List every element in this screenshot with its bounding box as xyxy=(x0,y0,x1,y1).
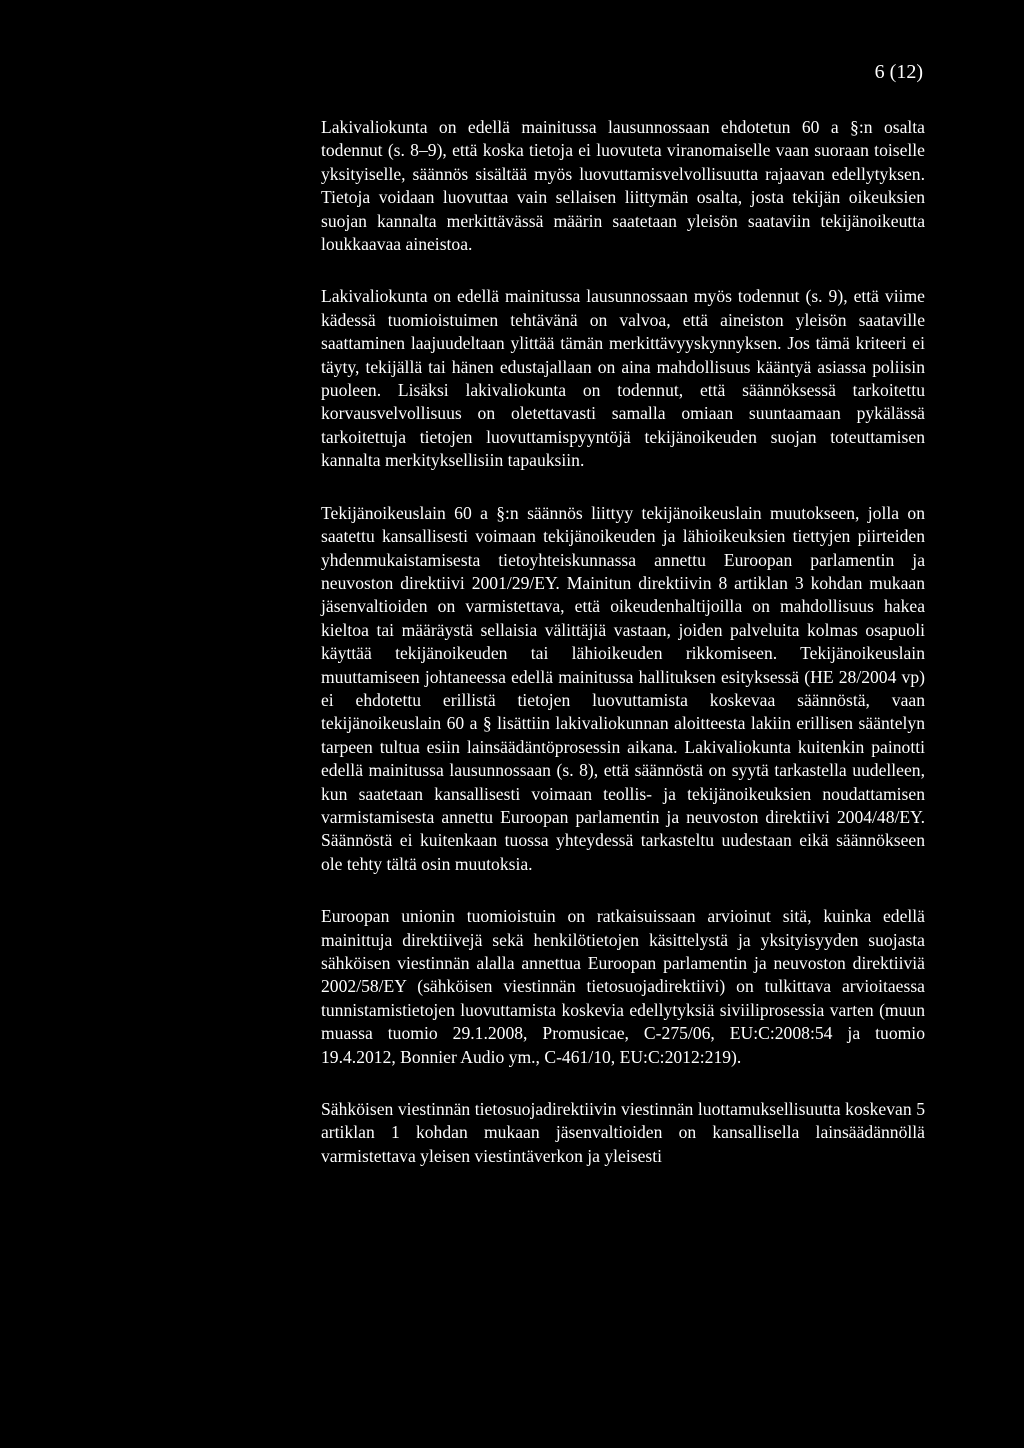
paragraph-2: Lakivaliokunta on edellä mainitussa lausunnossaan myös todennut (s. 9), että viime kädessä tuomioistuimen tehtävänä on valvoa, että aineiston yleisön saataville saattaminen laajuudeltaan ylittää tämän merkittävyyskynnyksen. Jos tämä kriteeri ei täyty, tekijällä tai hänen edustajallaan on aina mahdollisuus kääntyä asiassa poliisin puoleen. Lisäksi lakivaliokunta on todennut, että säännöksessä tarkoitettu korvausvelvollisuus on oletettavasti samalla omiaan suuntaamaan pykälässä tarkoitettuja tietojen luovuttamispyyntöjä tekijänoikeuden suojan toteuttamisen kannalta merkityksellisiin tapauksiin. xyxy=(321,286,925,471)
paragraph-1: Lakivaliokunta on edellä mainitussa lausunnossaan ehdotetun 60 a §:n osalta todennut (s. 8–9), että koska tietoja ei luovuteta viranomaiselle vaan suoraan toiselle yksityiselle, säännös sisältää myös luovuttamisvelvollisuutta rajaavan edellytyksen. Tietoja voidaan luovuttaa vain sellaisen liittymän osalta, josta tekijän oikeuksien suojan kannalta merkittävässä määrin saatetaan yleisön saataviin tekijänoikeutta loukkaavaa aineistoa. xyxy=(321,117,925,255)
page-number: 6 (12) xyxy=(874,61,923,83)
paragraph-3: Tekijänoikeuslain 60 a §:n säännös liittyy tekijänoikeuslain muutokseen, jolla on saatettu kansallisesti voimaan tekijänoikeuden ja lähioikeuksien tiettyjen piirteiden yhdenmukaistamisesta tietoyhteiskunnassa annettu Euroopan parlamentin ja neuvoston direktiivi 2001/29/EY. Mainitun direktiivin 8 artiklan 3 kohdan mukaan jäsenvaltioiden on varmistettava, että oikeudenhaltijoilla on mahdollisuus hakea kieltoa tai määräystä sellaisia välittäjiä vastaan, joiden palveluita kolmas osapuoli käyttää tekijänoikeuden tai lähioikeuden rikkomiseen. Tekijänoikeuslain muuttamiseen johtaneessa edellä mainitussa hallituksen esityksessä (HE 28/2004 vp) ei ehdotettu erillistä tietojen luovuttamista koskevaa säännöstä, vaan tekijänoikeuslain 60 a § lisättiin lakivaliokunnan aloitteesta lakiin erillisen sääntelyn tarpeen tultua esiin lainsäädäntöprosessin aikana. Lakivaliokunta kuitenkin painotti edellä mainitussa lausunnossaan (s. 8), että säännöstä on syytä tarkastella uudelleen, kun saatetaan kansallisesti voimaan teollis- ja tekijänoikeuksien noudattamisen varmistamisesta annettu Euroopan parlamentin ja neuvoston direktiivi 2004/48/EY. Säännöstä ei kuitenkaan tuossa yhteydessä tarkasteltu uudestaan eikä säännökseen ole tehty tältä osin muutoksia. xyxy=(321,502,925,874)
document-body xyxy=(321,116,925,1197)
paragraph-5: Sähköisen viestinnän tietosuojadirektiivin viestinnän luottamuksellisuutta koskevan 5 artiklan 1 kohdan mukaan jäsenvaltioiden on kansallisella lainsäädännöllä varmistettava yleisen viestintäverkon ja yleisesti xyxy=(321,1099,925,1166)
paragraph-4: Euroopan unionin tuomioistuin on ratkaisuissaan arvioinut sitä, kuinka edellä mainittuja direktiivejä sekä henkilötietojen käsittelystä ja yksityisyyden suojasta sähköisen viestinnän alalla annettua Euroopan parlamentin ja neuvoston direktiiviä 2002/58/EY (sähköisen viestinnän tietosuojadirektiivi) on tulkittava arvioitaessa tunnistamistietojen luovuttamista koskevia edellytyksiä siviiliprosessia varten (muun muassa tuomio 29.1.2008, Promusicae, C-275/06, EU:C:2008:54 ja tuomio 19.4.2012, Bonnier Audio ym., C-461/10, EU:C:2012:219). xyxy=(321,906,925,1067)
